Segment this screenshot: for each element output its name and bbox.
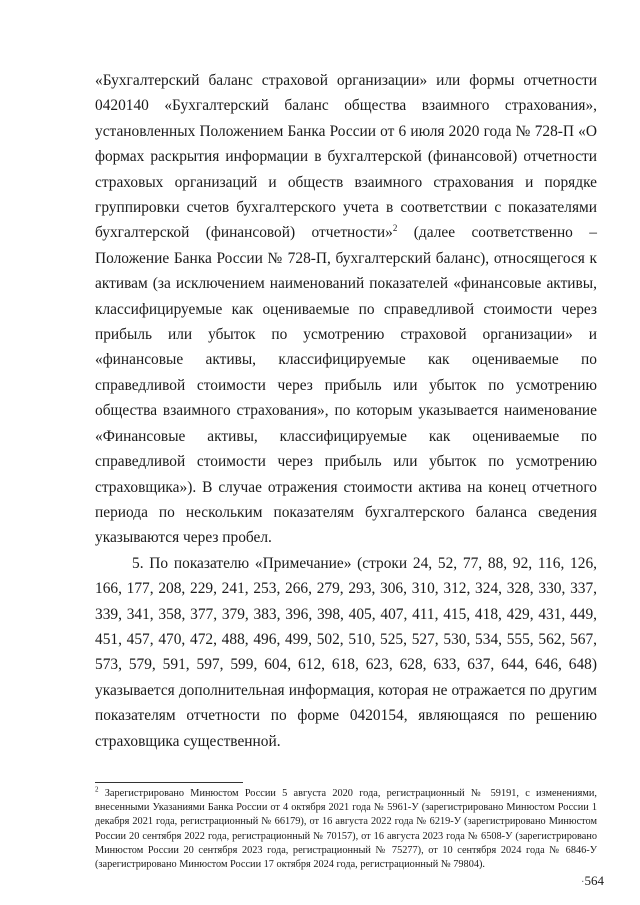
page-number: 564	[584, 873, 604, 888]
footnote-divider	[95, 782, 243, 783]
footnote	[95, 787, 597, 872]
paragraph-1-part-a: «Бухгалтерский баланс страховой организации» или формы отчетности 0420140 «Бухгалтерский баланс общества взаимного страхования», установленных Положением Банка России от 6 июля 2020 года № 728-П «О формах раскрытия информации в бухгалтерской (финансовой) отчетности страховых организаций и обществ взаимного страхования и порядке группировки счетов бухгалтерского учета в соответствии с показателями бухгалтерской (финансовой) отчетности»	[95, 72, 597, 242]
paragraph-continuation	[95, 68, 597, 551]
scan-mark: .	[581, 874, 584, 885]
paragraph-item-5: 5. По показателю «Примечание» (строки 24, 52, 77, 88, 92, 116, 126, 166, 177, 208, 229, 241, 253, 266, 279, 293, 306, 310, 312, 324, 328, 330, 337, 339, 341, 358, 377, 379, 383, 396, 398, 405, 407, 411, 415, 418, 429, 431, 449, 451, 457, 470, 472, 488, 496, 499, 502, 510, 525, 527, 530, 534, 555, 562, 567, 573, 579, 591, 597, 599, 604, 612, 618, 623, 628, 633, 637, 644, 646, 648) указывается дополнительная информация, которая не отражается по другим показателям отчетности по форме 0420154, являющаяся по решению страховщика существенной.	[95, 554, 597, 750]
footnote-marker: 2	[95, 785, 99, 794]
footnote-text: Зарегистрировано Минюстом России 5 августа 2020 года, регистрационный № 59191, с изменениями, внесенными Указаниями Банка России от 4 октября 2021 года № 5961-У (зарегистрировано Минюстом России 1 декабря 2021 года, регистрационный № 66179), от 16 августа 2022 года № 6219-У (зарегистрировано Минюстом России 20 сентября 2022 года, регистрационный № 70157), от 16 августа 2023 года № 6508-У (зарегистрировано Минюстом России 20 сентября 2023 года, регистрационный № 75277), от 10 сентября 2024 года № 6846-У (зарегистрировано Минюстом России 17 октября 2024 года, регистрационный № 79804).	[95, 788, 597, 871]
body-text	[95, 68, 597, 754]
footnote-reference: 2	[392, 223, 398, 234]
paragraph-1-part-b: (далее соответственно – Положение Банка России № 728-П, бухгалтерский баланс), относящегося к активам (за исключением наименований показателей «финансовые активы, классифицируемые как оцениваемые по справедливой стоимости через прибыль или убыток по усмотрению страховой организации» и «финансовые активы, классифицируемые как оцениваемые по справедливой стоимости через прибыль или убыток по усмотрению общества взаимного страхования», по которым указывается наименование «Финансовые активы, классифицируемые как оцениваемые по справедливой стоимости через прибыль или убыток по усмотрению страховщика»). В случае отражения стоимости актива на конец отчетного периода по нескольким показателям бухгалтерского баланса сведения указываются через пробел.	[95, 224, 597, 547]
